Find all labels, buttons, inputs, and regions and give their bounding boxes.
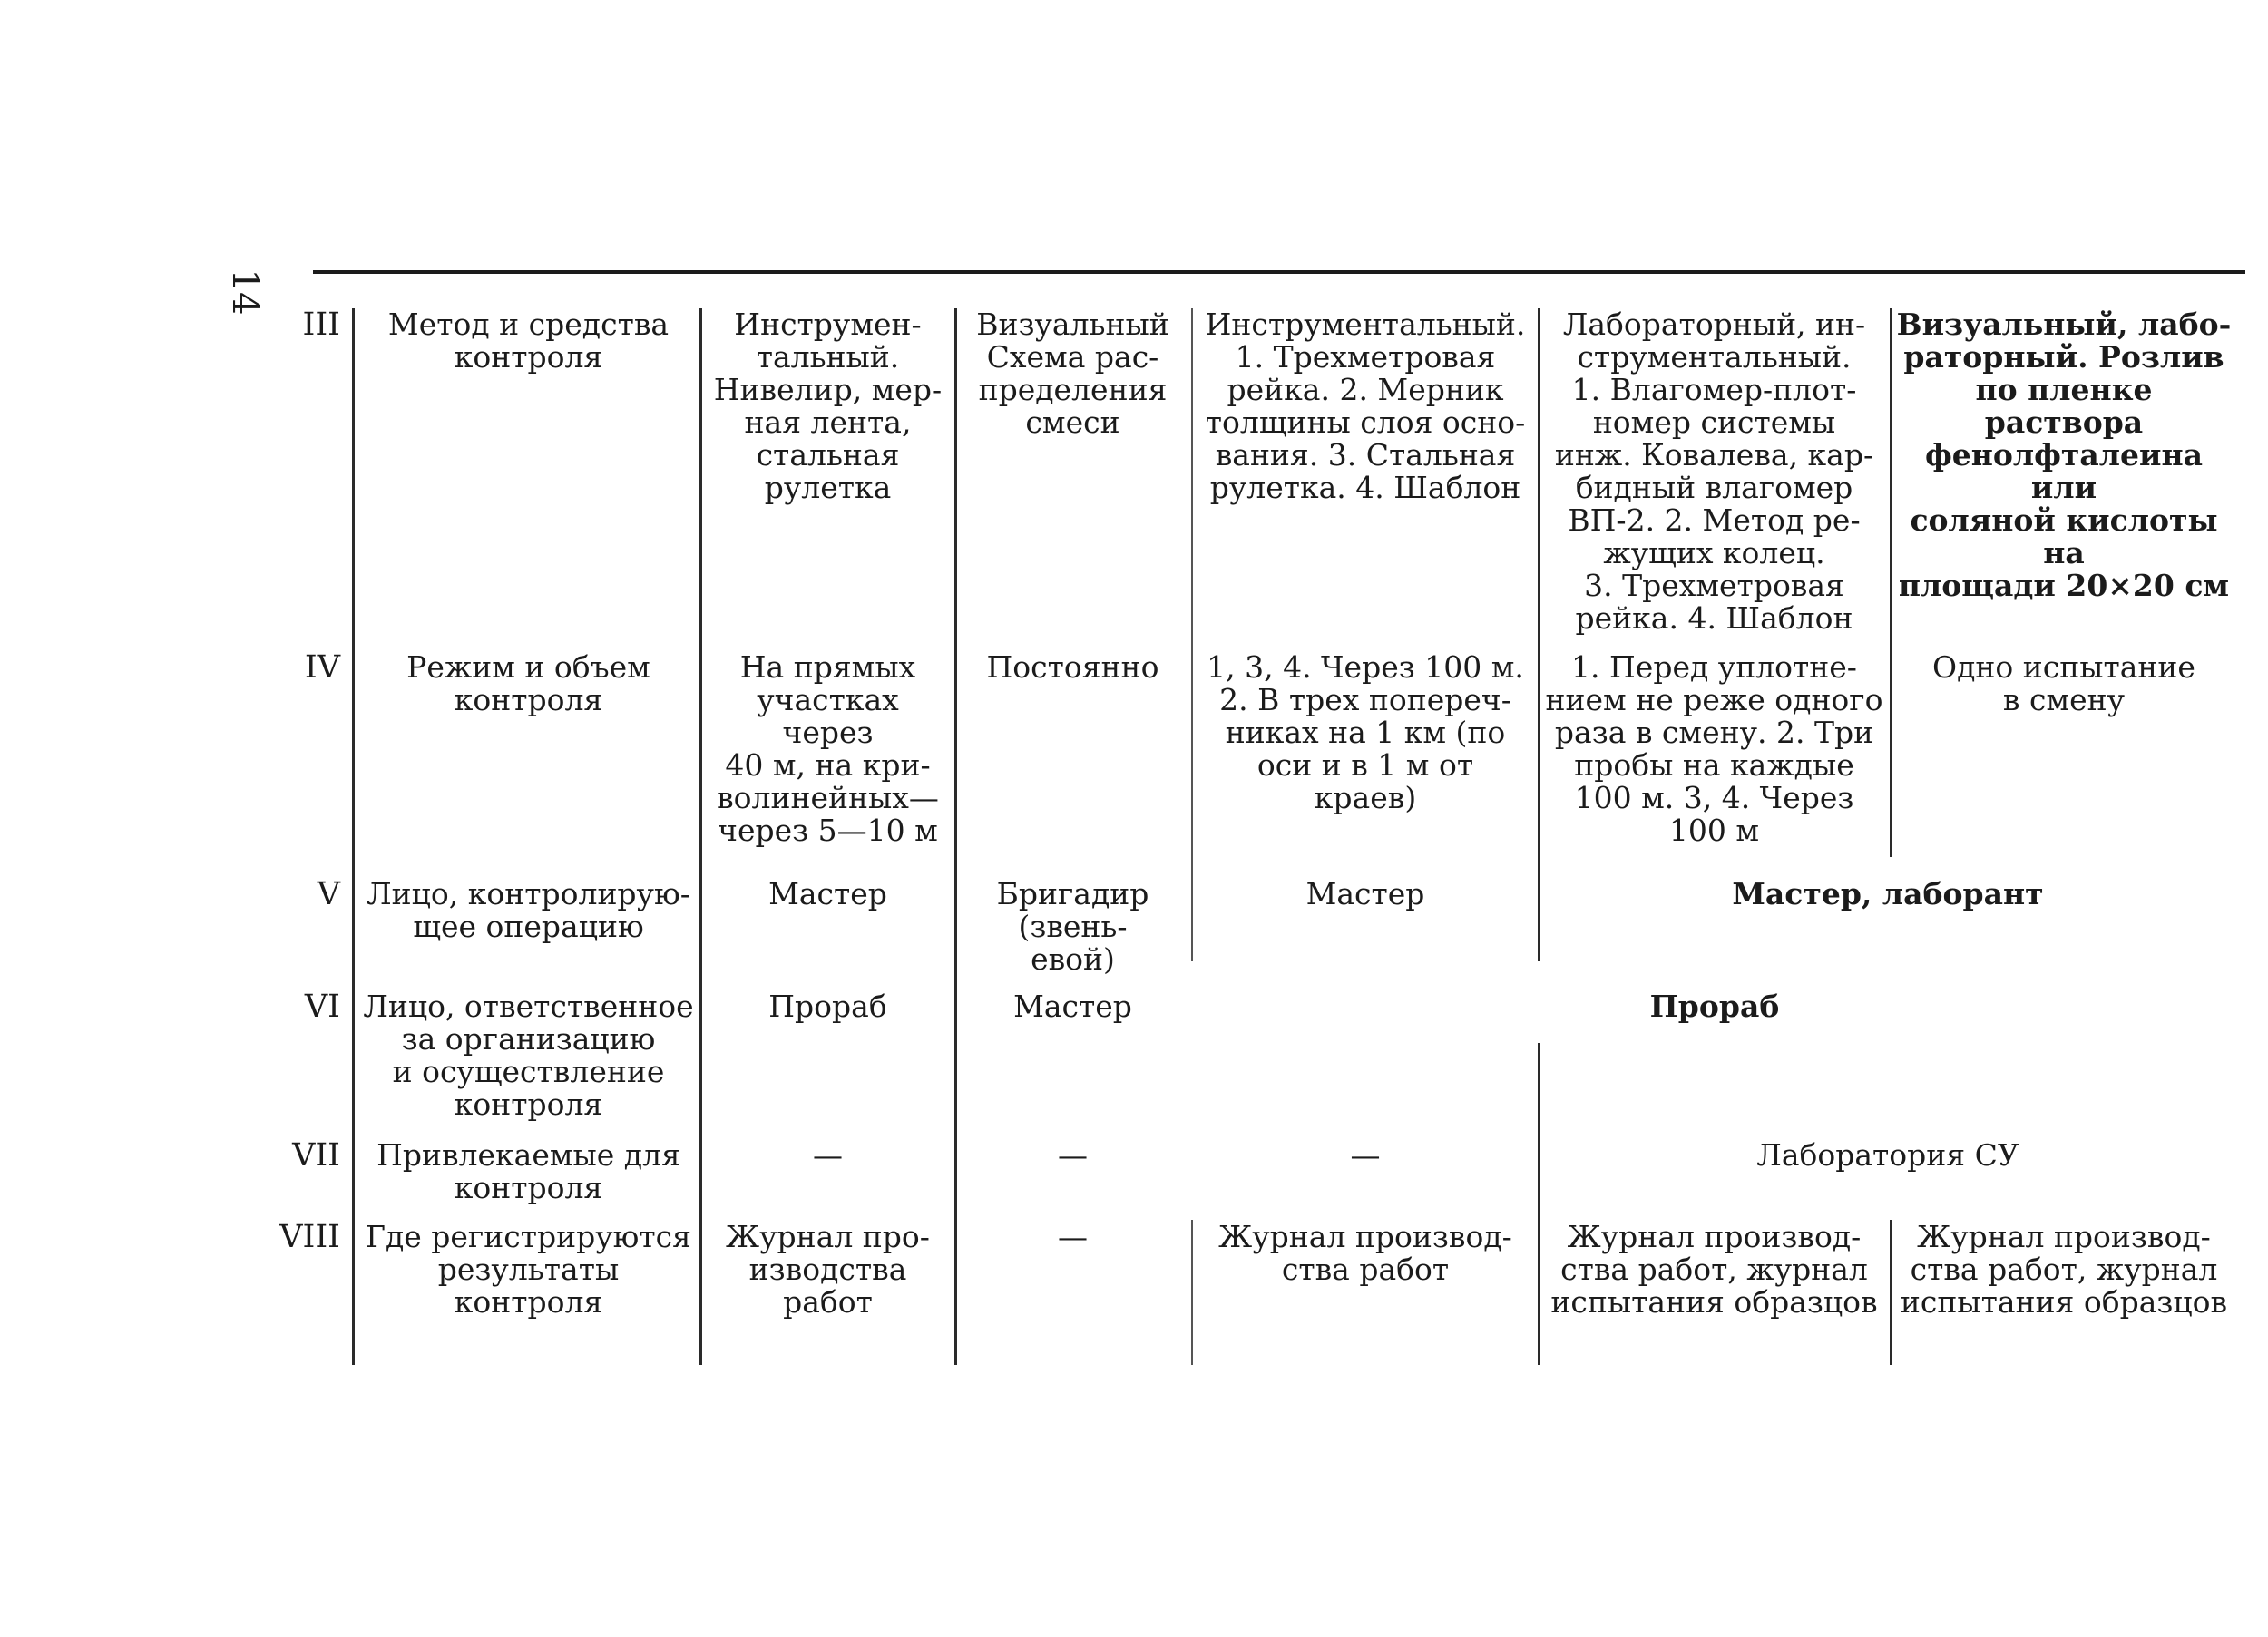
merged-cell: Прораб (1649, 989, 1780, 1024)
table-cell: Инструмен- тальный. Нивелир, мер- ная лента, стальная рулетка (713, 307, 943, 505)
table-cell: — (1058, 1219, 1088, 1254)
row-numeral: VII (292, 1137, 340, 1174)
column-rule (954, 308, 957, 1365)
table-cell: Журнал производ- ства работ, журнал испытания образцов (1550, 1219, 1878, 1320)
table-cell: Визуальный Схема рас- пределения смеси (976, 307, 1169, 440)
column-rule (1890, 308, 1892, 857)
table-cell: Лабораторный, ин- струментальный. 1. Влагомер-плот- номер системы инж. Ковалева, кар- бидный влагомер ВП-2. 2. Метод ре- жущих колец. 3. Трехметровая рейка. 4. Шаблон (1554, 307, 1874, 636)
row-label: Метод и средства контроля (387, 307, 670, 375)
column-rule (699, 308, 702, 1365)
table-cell: Постоянно (986, 649, 1159, 685)
table-cell: 1. Перед уплотне- нием не реже одного раза в смену. 2. Три пробы на каждые 100 м. 3, 4. Через 100 м (1545, 649, 1883, 848)
row-label: Где регистрируются результаты контроля (366, 1219, 691, 1320)
row-numeral: VI (304, 989, 340, 1025)
table-cell: Прораб (768, 989, 887, 1024)
table-cell: Визуальный, лабо- раторный. Розлив по пленке раствора фенолфталеина или соляной кислоты на площади 20×20 см (1896, 307, 2232, 603)
column-rule (1538, 1043, 1540, 1365)
column-rule (1191, 308, 1193, 961)
row-label: Привлекаемые для контроля (376, 1137, 680, 1205)
column-rule (1890, 1220, 1892, 1365)
table-cell: Мастер (1305, 876, 1425, 911)
row-label: Режим и объем контроля (406, 649, 650, 717)
table-cell: Одно испытание в смену (1932, 649, 2195, 717)
column-rule (1191, 1220, 1193, 1365)
column-rule (1538, 308, 1540, 961)
row-numeral: III (302, 307, 340, 343)
row-label: Лицо, контролирую- щее операцию (367, 876, 690, 944)
column-rule (352, 308, 355, 1365)
page-number: 14 (224, 268, 266, 316)
table-cell: Журнал производ- ства работ, журнал испытания образцов (1900, 1219, 2228, 1320)
row-numeral: V (317, 876, 340, 912)
table-cell: Журнал производ- ства работ (1218, 1219, 1512, 1287)
table-cell: — (1350, 1137, 1381, 1173)
table-cell: На прямых участках через 40 м, на кри- волинейных— через 5—10 м (717, 649, 939, 848)
row-label: Лицо, ответственное за организацию и осуществление контроля (363, 989, 694, 1122)
table-cell: Мастер (1013, 989, 1132, 1024)
table-cell: Журнал про- изводства работ (726, 1219, 930, 1320)
row-numeral: VIII (279, 1219, 340, 1255)
row-numeral: IV (304, 649, 340, 686)
table-cell: Бригадир (звень- евой) (996, 876, 1149, 977)
table-cell: Инструментальный. 1. Трехметровая рейка. 2. Мерник толщины слоя осно- вания. 3. Стальная рулетка. 4. Шаблон (1205, 307, 1526, 505)
top-rule (313, 270, 2245, 274)
table-cell: — (1058, 1137, 1088, 1173)
table-cell: Мастер (768, 876, 887, 911)
merged-cell: Лаборатория СУ (1756, 1137, 2019, 1173)
merged-cell: Мастер, лаборант (1732, 876, 2044, 911)
table-cell: 1, 3, 4. Через 100 м. 2. В трех попереч- никах на 1 км (по оси и в 1 м от краев) (1207, 649, 1524, 815)
table-cell: — (813, 1137, 843, 1173)
